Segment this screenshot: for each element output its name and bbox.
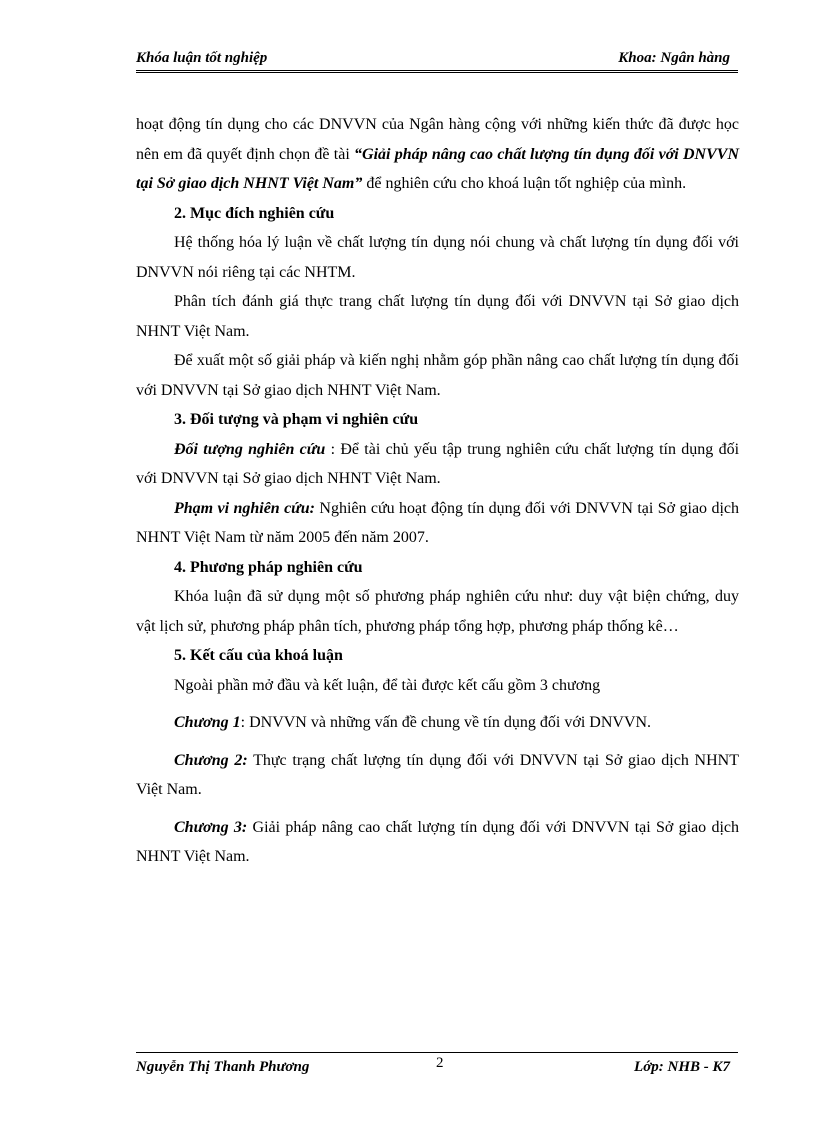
chapter-3-label: Chương 3: [174, 818, 248, 836]
range-text: Nghiên cứu hoạt động tín dụng đối với DNVVN tại Sở giao dịch NHNT Việt Nam từ năm 2005 đến năm 2007. [136, 499, 739, 546]
footer-page-number: 2 [436, 1055, 444, 1071]
header-thesis-label: Khóa luận tốt nghiệp [136, 50, 268, 66]
paragraph-method: Khóa luận đã sử dụng một số phương pháp nghiên cứu như: duy vật biện chứng, duy vật lịch sử, phương pháp phân tích, phương pháp tổng hợp, phương pháp thống kê… [136, 588, 739, 635]
header-faculty-label: Khoa: Ngân hàng [618, 50, 730, 66]
subject-text: : Để tài chủ yếu tập trung nghiên cứu chất lượng tín dụng đối với DNVVN tại Sở giao dịch NHNT Việt Nam. [136, 440, 740, 487]
page-header [136, 48, 738, 73]
page-footer [136, 1052, 738, 1077]
intro-text-start: hoạt động tín dụng cho các DNVVN của Ngân hàng cộng với những kiến thức đã được học nên em đã quyết định chọn đề tài [136, 116, 739, 163]
paragraph-range [136, 494, 739, 553]
heading-method: 4. Phương pháp nghiên cứu [174, 558, 363, 576]
document-body [136, 110, 739, 872]
chapter-3 [136, 813, 739, 872]
chapter-2 [136, 746, 739, 805]
range-label: Phạm vi nghiên cứu: [174, 499, 315, 517]
subject-label: Đối tượng nghiên cứu [174, 440, 326, 458]
chapter-1-label: Chương 1 [174, 714, 241, 731]
paragraph-purpose-1: Hệ thống hóa lý luận về chất lượng tín dụng nói chung và chất lượng tín dụng đối với DNVVN nói riêng tại các NHTM. [136, 234, 739, 281]
heading-scope: 3. Đối tượng và phạm vi nghiên cứu [174, 411, 419, 428]
chapter-3-text: Giải pháp nâng cao chất lượng tín dụng đối với DNVVN tại Sở giao dịch NHNT Việt Nam. [136, 818, 740, 865]
paragraph-purpose-2: Phân tích đánh giá thực trang chất lượng tín dụng đối với DNVVN tại Sở giao dịch NHNT Việt Nam. [136, 293, 739, 340]
chapter-1-text: : DNVVN và những vấn đề chung về tín dụng đối với DNVVN. [240, 714, 652, 731]
intro-text-end: để nghiên cứu cho khoá luận tốt nghiệp của mình. [362, 175, 687, 192]
chapter-2-label: Chương 2: [174, 751, 248, 769]
paragraph-subject [136, 435, 739, 494]
paragraph-intro [136, 110, 739, 199]
chapter-1 [136, 708, 739, 738]
chapter-2-text: Thực trạng chất lượng tín dụng đối với DNVVN tại Sở giao dịch NHNT Việt Nam. [136, 751, 739, 798]
heading-structure: 5. Kết cấu của khoá luận [174, 647, 343, 664]
paragraph-purpose-3: Để xuất một số giải pháp và kiến nghị nhằm góp phần nâng cao chất lượng tín dụng đối với DNVVN tại Sở giao dịch NHNT Việt Nam. [136, 352, 739, 399]
heading-purpose: 2. Mục đích nghiên cứu [174, 204, 335, 222]
thesis-title: “Giải pháp nâng cao chất lượng tín dụng đối với DNVVN tại Sở giao dịch NHNT Việt Nam” [136, 145, 740, 192]
paragraph-structure: Ngoài phần mở đầu và kết luận, để tài được kết cấu gồm 3 chương [174, 676, 601, 694]
footer-author: Nguyễn Thị Thanh Phương [136, 1059, 310, 1075]
footer-class: Lớp: NHB - K7 [634, 1059, 730, 1075]
